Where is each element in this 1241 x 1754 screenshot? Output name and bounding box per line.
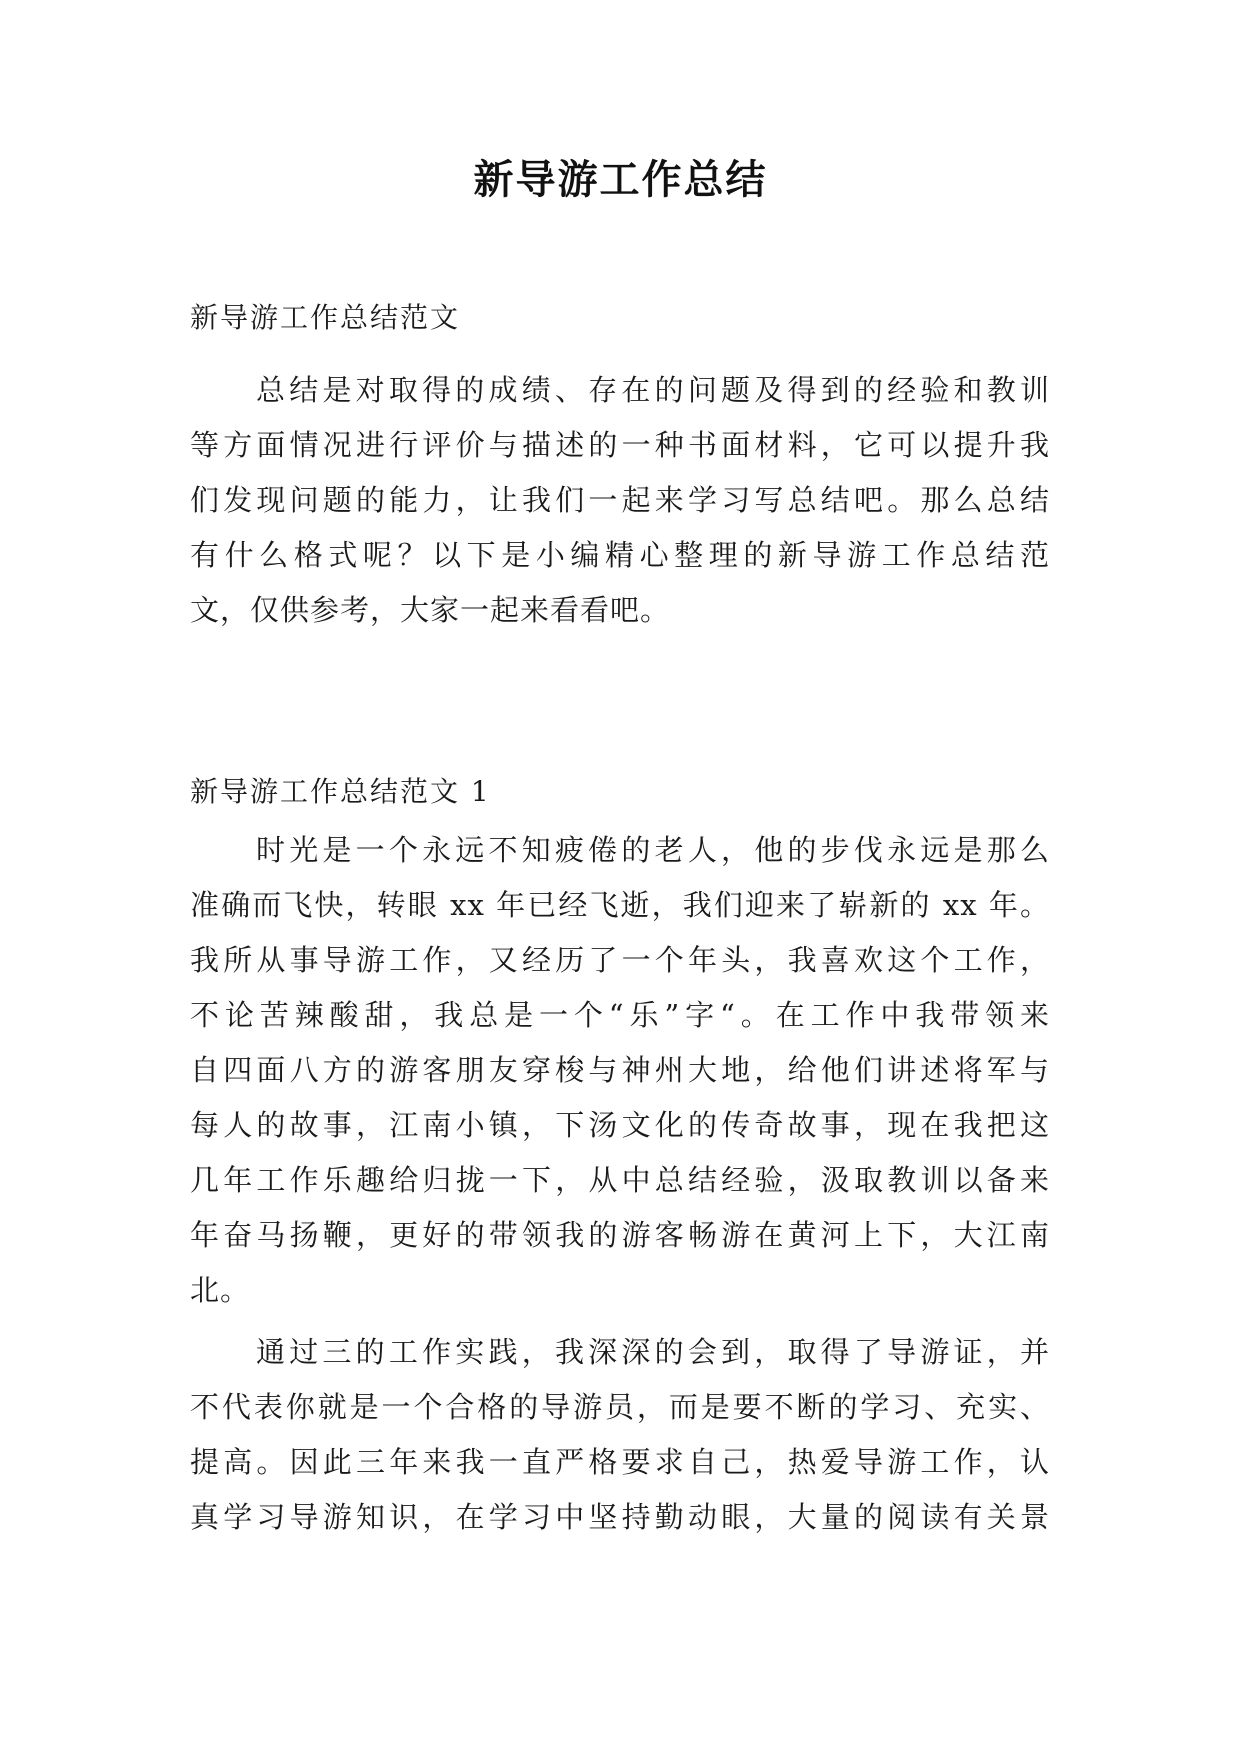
paragraph-line: 通过三的工作实践，我深深的会到，取得了导游证，并 xyxy=(256,1335,1050,1369)
paragraph-line: 文，仅供参考，大家一起来看看吧。 xyxy=(190,593,671,627)
paragraph-line: 我所从事导游工作，又经历了一个年头，我喜欢这个工作， xyxy=(190,943,1050,977)
document-title: 新导游工作总结 xyxy=(473,156,768,203)
paragraph-line: 等方面情况进行评价与描述的一种书面材料，它可以提升我 xyxy=(190,428,1050,462)
paragraph-line: 北。 xyxy=(190,1273,251,1307)
paragraph-line: 时光是一个永远不知疲倦的老人，他的步伐永远是那么 xyxy=(256,833,1050,867)
paragraph-line: 有什么格式呢？以下是小编精心整理的新导游工作总结范 xyxy=(190,538,1050,572)
paragraph-line: 准确而飞快，转眼 xx 年已经飞逝，我们迎来了崭新的 xx 年。 xyxy=(190,888,1050,922)
paragraph-line: 年奋马扬鞭，更好的带领我的游客畅游在黄河上下，大江南 xyxy=(190,1218,1050,1252)
paragraph-line: 自四面八方的游客朋友穿梭与神州大地，给他们讲述将军与 xyxy=(190,1053,1050,1087)
paragraph-line: 每人的故事，江南小镇，下汤文化的传奇故事，现在我把这 xyxy=(190,1108,1050,1142)
section-heading: 新导游工作总结范文 1 xyxy=(190,775,491,808)
paragraph-line: 几年工作乐趣给归拢一下，从中总结经验，汲取教训以备来 xyxy=(190,1163,1050,1197)
document-subtitle: 新导游工作总结范文 xyxy=(190,301,461,334)
paragraph-line: 总结是对取得的成绩、存在的问题及得到的经验和教训 xyxy=(256,373,1050,407)
paragraph-line: 不代表你就是一个合格的导游员，而是要不断的学习、充实、 xyxy=(190,1390,1050,1424)
paragraph-line: 不论苦辣酸甜，我总是一个“乐”字“。在工作中我带领来 xyxy=(190,998,1050,1032)
paragraph-line: 真学习导游知识，在学习中坚持勤动眼，大量的阅读有关景 xyxy=(190,1500,1050,1534)
paragraph-line: 提高。因此三年来我一直严格要求自己，热爱导游工作，认 xyxy=(190,1445,1050,1479)
paragraph-line: 们发现问题的能力，让我们一起来学习写总结吧。那么总结 xyxy=(190,483,1050,517)
